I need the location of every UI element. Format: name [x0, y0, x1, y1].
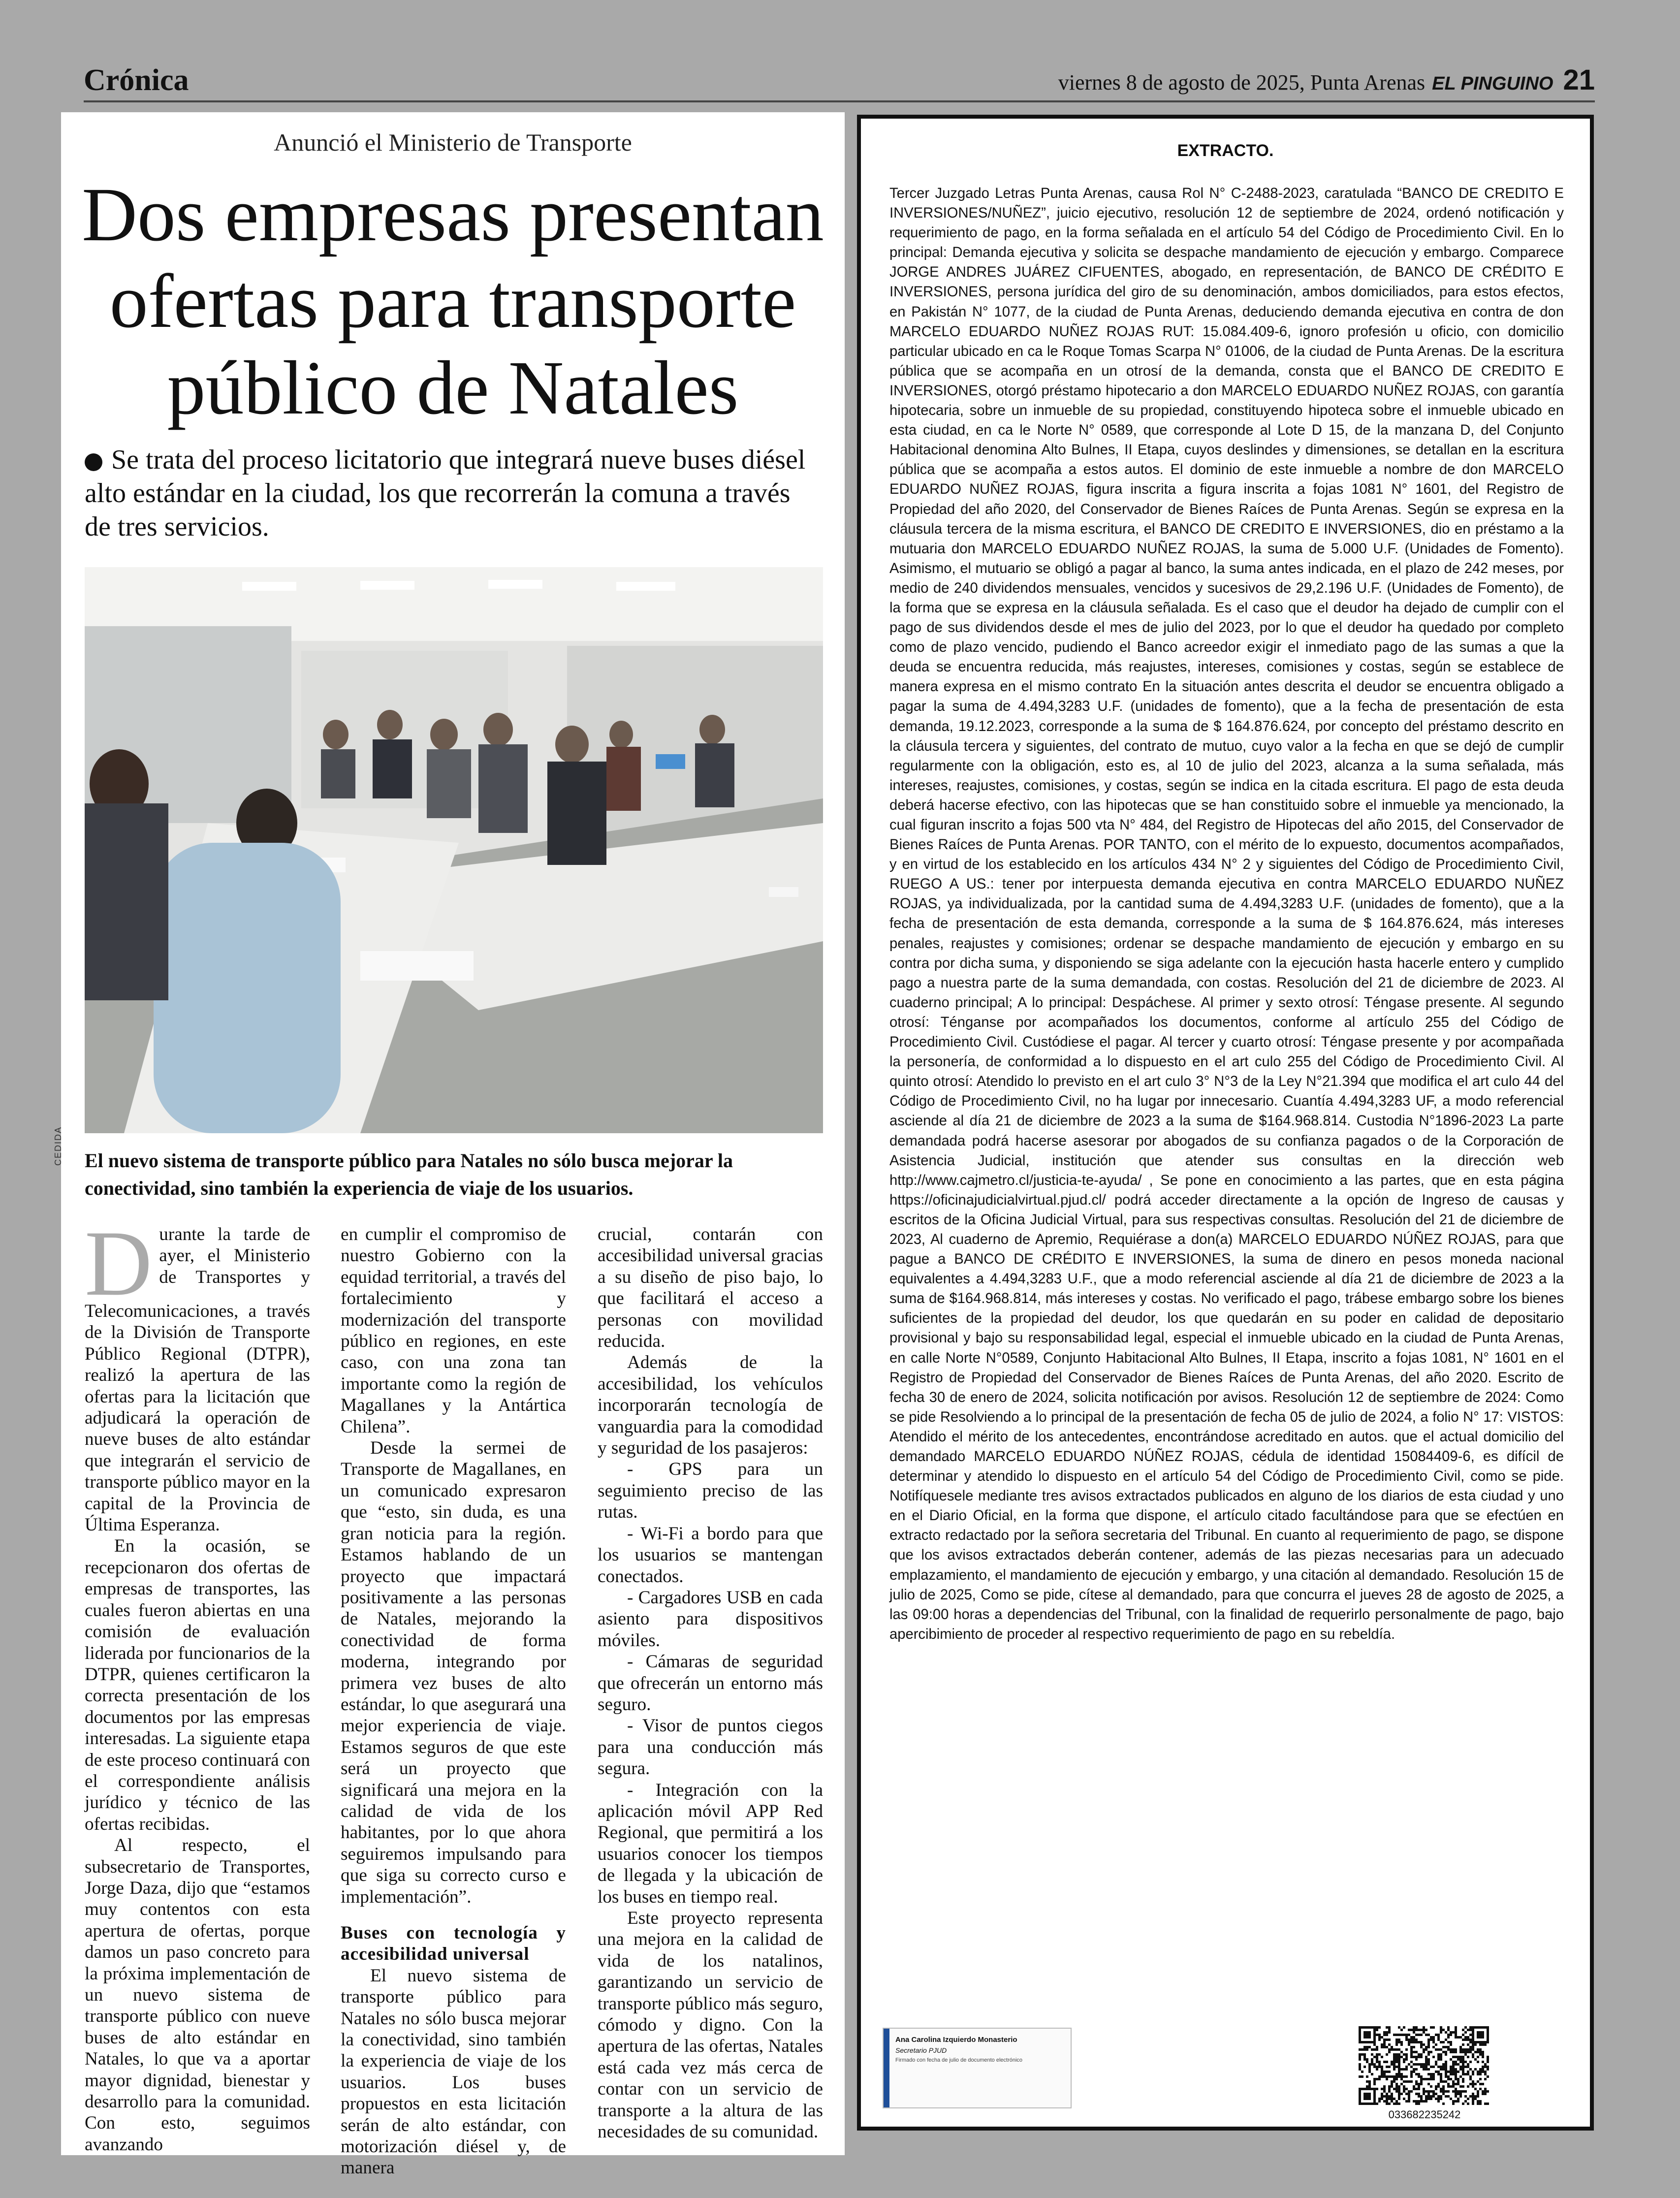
list-item: - Cámaras de seguridad que ofrecerán un entorno más seguro.: [598, 1652, 823, 1715]
paragraph: Este proyecto representa una mejora en la calidad de vida de los natalinos, garantizando un servicio de transporte público más seguro, cómodo y digno. Con la apertura de las ofertas, Natales está cada vez más cerca de contar con un servicio de transporte a la altura de las necesidades de su comunidad.: [598, 1908, 823, 2142]
photo-credit: CEDIDA: [53, 1126, 63, 1166]
signature-name: Ana Carolina Izquierdo Monasterio: [895, 2036, 1017, 2044]
list-item: - GPS para un seguimiento preciso de las rutas.: [598, 1459, 823, 1523]
signature-bar: [884, 2029, 889, 2107]
article-headline: [81, 171, 825, 431]
date-text: viernes 8 de agosto de 2025, Punta Arenas: [1058, 70, 1426, 95]
headline-line: Dos empresas presentan: [82, 172, 824, 257]
paragraph: En la ocasión, se recepcionaron dos ofertas de empresas de transportes, las cuales fueron abiertas en una comisión de evaluación liderada por funcionarios de la DTPR, quienes certificaron la correcta presentación de los documentos por las empresas interesadas. La siguiente etapa de este proceso continuará con el correspondiente análisis jurídico y técnico de las ofertas recibidas.: [85, 1536, 310, 1834]
paragraph: El nuevo sistema de transporte público para Natales no sólo busca mejorar la conectividad, sino también la experiencia de viaje de los usuarios. Los buses propuestos en esta licitación serán de alto estándar, con motorización diésel y, de manera: [341, 1965, 566, 2178]
list-item: - Visor de puntos ciegos para una conducción más segura.: [598, 1716, 823, 1779]
paragraph: Al respecto, el subsecretario de Transportes, Jorge Daza, dijo que “estamos muy contentos con esta apertura de ofertas, porque damos un paso concreto para la próxima implementación de un nuevo sistema de transporte público con nueve buses de alto estándar en Natales, lo que va a aportar mayor dignidad, bienestar y desarrollo para la comunidad. Con esto, seguimos avanzando: [85, 1835, 310, 2155]
dateline: [1058, 60, 1595, 104]
qr-number: 033682235242: [1388, 2108, 1461, 2121]
meeting-photo: [85, 567, 823, 1133]
headline-line: público de Natales: [167, 345, 739, 430]
paragraph-text: urante la tarde de ayer, el Ministerio de Transportes y Telecomunicaciones, a través de la División de Transporte Público Regional (DTPR), realizó la apertura de las ofertas para la licitación que adjudicará la operación de nueve buses de alto estándar que integrarán el servicio de transporte público mayor en la capital de la Provincia de Última Esperanza.: [85, 1224, 310, 1535]
subhead-text: Se trata del proceso licitatorio que integrará nueve buses diésel alto estándar en la ciudad, los que recorrerán la comuna a través de tres servicios.: [85, 445, 806, 542]
list-item: - Integración con la aplicación móvil APP Red Regional, que permitirá a los usuarios conocer los tiempos de llegada y la ubicación de los buses en tiempo real.: [598, 1780, 823, 1907]
article-column-2: [341, 1224, 566, 2179]
article-panel: [53, 112, 845, 2178]
article-column-1: [85, 1212, 310, 2155]
signature-note: Firmado con fecha de julio de documento electrónico: [895, 2057, 1023, 2063]
signature-role: Secretario PJUD: [895, 2046, 947, 2054]
legal-notice: [857, 115, 1594, 2131]
drop-cap: D: [85, 1212, 153, 1315]
paragraph: [85, 1212, 310, 1535]
section-title: Crónica: [84, 64, 189, 97]
page-header: [84, 60, 1595, 102]
brand-logo: EL PINGUINO: [1432, 73, 1553, 94]
paragraph: Desde la sermei de Transporte de Magallanes, en un comunicado expresaron que “esto, sin duda, es una gran noticia para la región. Estamos hablando de un proyecto que impactará positivamente a las personas de Natales, mejorando la conectividad de forma moderna, integrando por primera vez buses de alto estándar, lo que asegurará una mejor experiencia de viaje. Estamos seguros de que este será un proyecto que significará una mejora en la calidad de vida de los habitantes, por lo que ahora seguiremos impulsando para que siga su correcto curso e implementación”.: [341, 1438, 566, 1907]
list-item: - Cargadores USB en cada asiento para dispositivos móviles.: [598, 1587, 823, 1651]
page-number: 21: [1563, 64, 1595, 96]
article-subhead: [85, 443, 823, 543]
electronic-signature: [883, 2028, 1072, 2108]
article-column-3: [598, 1224, 823, 2142]
paragraph: en cumplir el compromiso de nuestro Gobierno con la equidad territorial, a través del fortalecimiento y modernización del transporte público en regiones, en este caso, con una zona tan importante como la región de Magallanes y la Antártica Chilena”.: [341, 1224, 566, 1437]
notice-body: Tercer Juzgado Letras Punta Arenas, causa Rol N° C-2488-2023, caratulada “BANCO DE CREDITO E INVERSIONES/NUÑEZ”, juicio ejecutivo, resolución 12 de septiembre de 2024, ordenó notificación y requerimiento de pago, en la forma señalada en el artículo 54 del Código de Procedimiento Civil. En lo principal: Demanda ejecutiva y solicita se despache mandamiento de ejecución y embargo. Comparece JORGE ANDRES JUÁREZ CIFUENTES, abogado, en representación, de BANCO DE CRÉDITO E INVERSIONES, persona jurídica del giro de su denominación, ambos domiciliados, para estos efectos, en Pakistán N° 1077, de la ciudad de Punta Arenas, deduciendo demanda ejecutiva en contra de don MARCELO EDUARDO NUÑEZ ROJAS RUT: 15.084.409-6, ignoro profesión u oficio, con domicilio particular ubicado en ca le Roque Tomas Scarpa N° 01006, de la ciudad de Punta Arenas. De la escritura pública que se acompaña en un otrosí de la demanda, consta que el BANCO DE CREDITO E INVERSIONES, otorgó préstamo hipotecario a don MARCELO EDUARDO NUÑEZ ROJAS, con garantía hipotecaria, sobre un inmueble de su propiedad, constituyendo hipoteca sobre el inmueble ubicado en esta ciudad, en ca le Norte N° 0589, que corresponde al Lote D 15, de la manzana D, del Conjunto Habitacional denomina Alto Bulnes, II Etapa, cuyos deslindes y dimensiones, se detallan en la escritura pública que se acompaña a estos autos. El dominio de este inmueble a nombre de don MARCELO EDUARDO NUÑEZ ROJAS, figura inscrita a figura inscrita a fojas 1081 N° 1601, del Registro de Propiedad del año 2020, del Conservador de Bienes Raíces de Punta Arenas. Según se expresa en la cláusula tercera de la misma escritura, el BANCO DE CREDITO E INVERSIONES, dio en préstamo a la mutuaria don MARCELO EDUARDO NUÑEZ ROJAS, la suma de 5.000 U.F. (Unidades de Fomento). Asimismo, el mutuario se obligó a pagar al banco, la suma antes indicada, en el plazo de 242 meses, por medio de 240 dividendos mensuales, vencidos y sucesivos de 29,2.196 U.F. (Unidades de Fomento), de la forma que se expresa en la cláusula señalada. Es el caso que el deudor ha dejado de cumplir con el pago de sus dividendos desde el mes de julio del 2023, por lo que el deudor ha quedado por completo como de plazo vencido, pudiendo el Banco acreedor exigir el inmediato pago de las sumas a que la deuda se encuentra reducida, más reajustes, intereses, comisiones y costas, según se establece de manera expresa en el mismo contrato En la situación antes descrita el deudor se encuentra obligado a pagar la suma de 4.494,3283 U.F. (unidades de fomento), que a la fecha de presentación de esta demanda, 19.12.2023, corresponde a la suma de $ 164.876.624, por concepto del préstamo descrito en la cláusula tercera y siguientes, del contrato de mutuo, cuyo valor a la fecha en que se dejó de cumplir regularmente con la obligación, esto es, al 10 de julio del 2023, alcanza a la suma señalada, más intereses, reajustes, comisiones, y costas, según se indica en la citada escritura. El pago de esta deuda deberá hacerse efectivo, con las hipotecas que se han constituido sobre el inmueble ya mencionado, la cual figuran inscrito a fojas 500 vta N° 484, del Registro de Hipotecas del año 2015, del Conservador de Bienes Raíces de Punta Arenas. POR TANTO, con el mérito de lo expuesto, documentos acompañados, y en virtud de los establecido en los artículos 434 N° 2 y siguientes del Código de Procedimiento Civil, RUEGO A US.: tener por interpuesta demanda ejecutiva en contra MARCELO EDUARDO NUÑEZ ROJAS, ya individualizada, por la cantidad suma de 4.494,3283 U.F. (unidades de fomento), que a la fecha de presentación de esta demanda, corresponde a la suma de $ 164.876.624, más intereses penales, reajustes y comisiones; ordenar se despache mandamiento de ejecución y embargo en su contra por dicha suma, y disponiendo se siga adelante con la ejecución hasta hacerle entero y cumplido pago a nuestra parte de la suma demandada, con costas. Resolución del 21 de diciembre de 2023. Al cuaderno principal; A lo principal: Despáchese. Al primer y sexto otrosí: Téngase presente. Al segundo otrosí: Ténganse por acompañados los documentos, conforme al artículo 255 del Código de Procedimiento Civil. Custódiese el pagar. Al tercer y cuarto otrosí: Téngase presente y por acompañada la personería, de conformidad a lo dispuesto en el art culo 255 del Código de Procedimiento Civil. Al quinto otrosí: Atendido lo previsto en el art culo 3° N°3 de la Ley N°21.394 que modifica el art culo 44 del Código de Procedimiento Civil, no ha lugar por innecesario. Cuantía 4.494,3283 UF, a modo referencial asciende al día 21 de diciembre de 2023 a la suma de $164.968.814. Custodia N°1896-2023 La parte demandada podrá hacerse asesorar por abogados de su confianza pagados o de la Corporación de Asistencia Judicial, institución que atender sus consultas en la dirección web http://www.cajmetro.cl/justicia-te-ayuda/ , Se pone en conocimiento a las partes, que en esta página https://oficinajudicialvirtual.pjud.cl/ podrá acceder directamente a la opción de Ingreso de causas y escritos de la Oficina Judicial Virtual, para sus respectivas consultas. Resolución del 21 de diciembre de 2023, Al cuaderno de Apremio, Requiérase a don(a) MARCELO EDUARDO NÚÑEZ ROJAS, para que pague a BANCO DE CRÉDITO E INVERSIONES, la suma de dinero en pesos moneda nacional equivalentes a 4.494,3283 U.F., que a modo referencial asciende al día 21 de diciembre de 2023 a la suma de $164.968.814, más intereses y costas. No verificado el pago, trábese embargo sobre los bienes suficientes de la propiedad del deudor, los que quedarán en su poder en calidad de depositario provisional y bajo su responsabilidad legal, especial el inmueble ubicado en la ciudad de Punta Arenas, en calle Norte N°0589, Conjunto Habitacional Alto Bulnes, II Etapa, inscrito a fojas 1081, N° 1601 en el Registro de Propiedad del Conservador de Bienes Raíces de Punta Arenas, del año 2020. Escrito de fecha 30 de enero de 2024, solicita notificación por avisos. Resolución 12 de septiembre de 2024: Como se pide Resolviendo a lo principal de la presentación de fecha 05 de julio de 2024, a folio N° 17: VISTOS: Atendido el mérito de los antecedentes, encontrándose acreditado en autos. que el actual domicilio del demandado MARCELO EDUARDO NÚÑEZ ROJAS, cédula de identidad 15084409-6, es difícil de determinar y atendido lo dispuesto en el artículo 54 del Código de Procedimiento Civil, como se pide. Notifíquesele mediante tres avisos extractados publicados en alguno de los diarios de esta ciudad y uno en el Diario Oficial, en la forma que dispone, el artículo citado facultándose para que se efectúen en extracto redactado por la señora secretaria del Tribunal. En cuanto al requerimiento de pago, se dispone que los avisos extractados deberán contener, además de las piezas necesarias para un adecuado emplazamiento, el mandamiento de ejecución y embargo, y una citación al demandado. Resolución 15 de julio de 2025, Como se pide, cítese al demandado, para que concurra el jueves 28 de agosto de 2025, a las 09:00 horas a dependencias del Tribunal, con la finalidad de requerirlo personalmente de pago, bajo apercibimiento de proceder al respectivo requerimiento de pago en su rebeldía.: [889, 186, 1564, 1642]
section-subtitle: Buses con tecnología y accesibilidad universal: [341, 1923, 566, 1965]
article-kicker: Anunció el Ministerio de Transporte: [274, 128, 632, 156]
notice-title: EXTRACTO.: [1177, 141, 1274, 160]
paragraph: crucial, contarán con accesibilidad universal gracias a su diseño de piso bajo, lo que facilitará el acceso a personas con movilidad reducida.: [598, 1224, 823, 1352]
paragraph: Además de la accesibilidad, los vehículos incorporarán tecnología de vanguardia para la comodidad y seguridad de los pasajeros:: [598, 1352, 823, 1459]
list-item: - Wi-Fi a bordo para que los usuarios se mantengan conectados.: [598, 1523, 823, 1587]
photo-caption: El nuevo sistema de transporte público para Natales no sólo busca mejorar la conectividad, sino también la experiencia de viaje de los usuarios.: [85, 1149, 733, 1199]
qr-code-icon: [1359, 2026, 1489, 2105]
bullet-icon: [85, 453, 102, 471]
headline-line: ofertas para transporte: [109, 258, 796, 344]
